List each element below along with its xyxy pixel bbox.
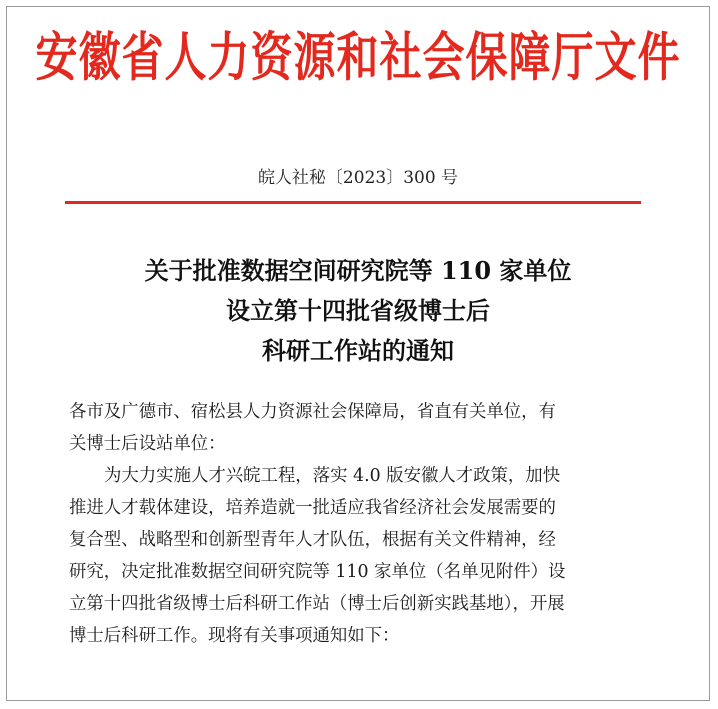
document-body: [69, 396, 649, 652]
body-line: 推进人才载体建设，培养造就一批适应我省经济社会发展需要的: [69, 498, 556, 518]
body-line: 为大力实施人才兴皖工程，落实 4.0 版安徽人才政策，加快: [104, 466, 561, 486]
document-page: [6, 6, 710, 701]
body-line: 博士后科研工作。现将有关事项通知如下：: [69, 626, 400, 646]
document-title: [7, 251, 709, 371]
document-number: 皖人社秘〔2023〕300 号: [257, 168, 459, 188]
title-line: 关于批准数据空间研究院等 110 家单位: [144, 256, 572, 285]
title-line: 科研工作站的通知: [262, 336, 454, 365]
title-line: 设立第十四批省级博士后: [226, 296, 490, 325]
body-line: 研究，决定批准数据空间研究院等 110 家单位（名单见附件）设: [69, 562, 566, 582]
document-masthead: 安徽省人力资源和社会保障厅文件: [35, 26, 681, 88]
body-line: 关博士后设站单位：: [69, 434, 226, 454]
body-line: 各市及广德市、宿松县人力资源社会保障局，省直有关单位，有: [69, 402, 556, 422]
body-line: 复合型、战略型和创新型青年人才队伍，根据有关文件精神，经: [69, 530, 556, 550]
red-divider-line: [65, 201, 641, 204]
body-line: 立第十四批省级博士后科研工作站（博士后创新实践基地），开展: [69, 594, 565, 614]
